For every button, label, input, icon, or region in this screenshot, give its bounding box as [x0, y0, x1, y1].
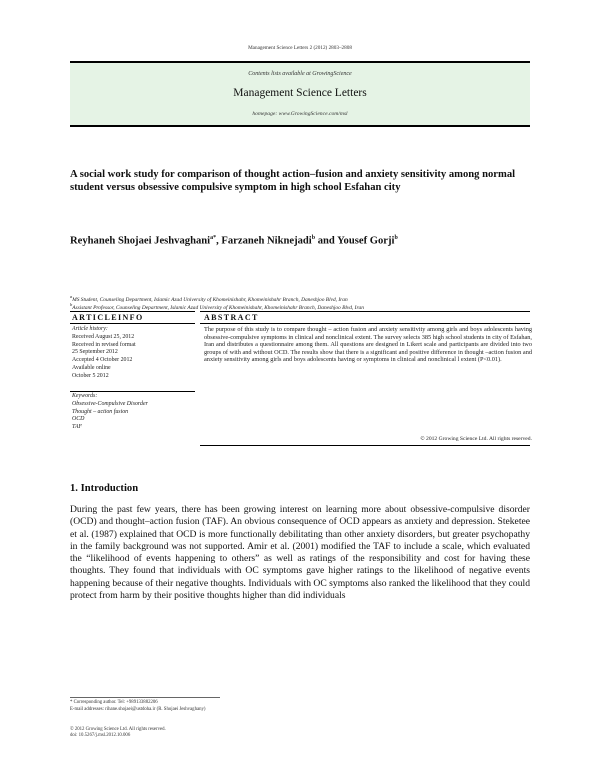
abstract-text: The purpose of this study is to compare thought – action fusion and anxiety sensitivity among girls and boys adolescents having obsessive-compulsive symptoms in clinical and nonclinical extent. The survey selects 385 high school students in city of Esfahan, Iran and distributes a questionnaire among them. All questions are designed in Likert scale and participants are divided into two groups of with and without OCD. The results show that there is a significant and positive difference in thought –action fusion and anxiety sensitivity among girls and boys adolescents having or symptoms in clinical and nonclinical l extent (P<0.01).: [204, 326, 532, 364]
history-line: 25 September 2012: [72, 349, 118, 356]
author-list: [70, 235, 530, 247]
abstract-heading: ABSTRACT: [204, 313, 259, 322]
divider: [200, 445, 530, 446]
abstract-copyright: © 2012 Growing Science Ltd. All rights reserved.: [420, 436, 532, 442]
banner-contents-line: Contents lists available at GrowingScience: [248, 71, 352, 77]
affiliation-text: MS Student, Counseling Department, Islamic Azad University of Khomeinishahr, Khomeinishahr Branch, Daneshjoo Blvd, Iran: [72, 296, 348, 303]
keyword: TAF: [72, 424, 83, 431]
affiliation-sup: a: [70, 294, 73, 299]
author-name: Reyhaneh Shojaei Jeshvaghani: [70, 235, 211, 247]
history-line: Received in revised format: [72, 341, 136, 348]
email-address[interactable]: E-mail addresses: rihane.shojaei@ustdoha.ir (R. Shojaei Jeshvaghany): [70, 707, 206, 712]
divider: [200, 323, 530, 324]
keyword: Obsessive-Compulsive Disorder: [72, 400, 148, 407]
section-body: During the past few years, there has been growing interest on learning more about obsessive-compulsive disorder (OCD) and thought–action fusion (TAF). An obvious consequence of OCD appears as anxiety and depression. Steketee et al. (1987) explained that OCD is more functionally debilitating than other anxiety disorders, but greater psychopathy in the family background was not supported. Amir et al. (2001) modified the TAF to include a scale, which evaluated the “likelihood of events happening to others” as well as ratings of the responsibility and cost for having these thoughts. They found that individuals with OC symptoms gave higher ratings to the likelihood of negative events happening because of their negative thoughts. Individuals with OC symptoms also ranked the likelihood that they could protect from harm by their positive thoughts higher than did individuals: [70, 504, 530, 602]
journal-banner: [70, 61, 530, 127]
footnote-divider: [70, 697, 220, 698]
doi[interactable]: doi: 10.5267/j.msl.2012.10.006: [70, 733, 131, 738]
author-separator: ,: [216, 235, 222, 247]
author-sup: a*: [210, 235, 217, 241]
article-info-heading: ARTICLEINFO: [72, 313, 144, 322]
divider: [200, 311, 530, 312]
history-line: Received August 25, 2012: [72, 333, 135, 340]
divider: [70, 323, 195, 324]
author-sup: b: [394, 235, 398, 241]
affiliation-text: Assistant Professor, Counseling Department, Islamic Azad University of Khomeinishahr, Khomeinishahr Branch, Daneshjoo Blvd, Iran: [72, 304, 364, 311]
article-history: [72, 326, 192, 381]
affiliation-sup: b: [70, 302, 73, 307]
history-line: Available online: [72, 364, 111, 371]
keywords-label: Keywords:: [72, 393, 98, 399]
author-sup: b: [311, 235, 316, 241]
keyword: Thought – action fusion: [72, 408, 129, 415]
divider: [70, 311, 195, 312]
author-separator: and: [315, 235, 338, 247]
author-name: Yousef Gorji: [337, 235, 395, 247]
journal-reference: Management Science Letters 2 (2012) 2803–2808: [248, 45, 352, 51]
banner-homepage[interactable]: homepage: www.GrowingScience.com/msl: [252, 111, 348, 117]
history-label: Article history:: [72, 326, 108, 332]
paper-title: A social work study for comparison of thought action–fusion and anxiety sensitivity among normal student versus obsessive compulsive symptom in high school Esfahan city: [70, 169, 516, 193]
banner-journal-title: Management Science Letters: [233, 87, 367, 99]
author-name: Farzaneh Niknejadi: [221, 235, 312, 247]
history-line: Accepted 4 October 2012: [72, 357, 133, 364]
keywords: [72, 393, 192, 432]
section-heading: 1. Introduction: [70, 483, 139, 494]
affiliation: [70, 302, 540, 311]
corresponding-author: * Corresponding author. Tel: +989133882206: [70, 700, 158, 705]
footer-copyright: © 2012 Growing Science Ltd. All rights reserved.: [70, 727, 166, 732]
history-line: October 5 2012: [72, 372, 109, 379]
keyword: OCD: [72, 416, 85, 423]
divider: [70, 391, 195, 392]
